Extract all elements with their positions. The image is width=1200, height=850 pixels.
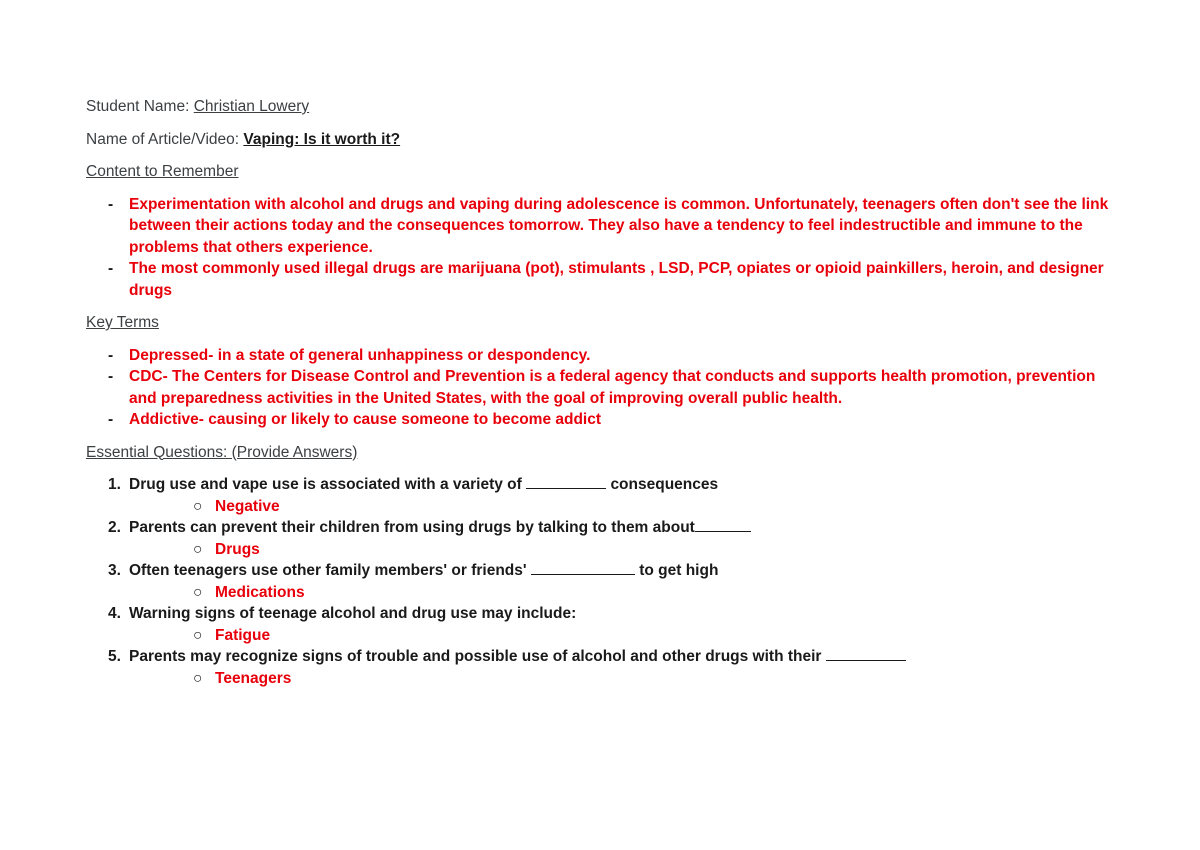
- dash-bullet: -: [108, 260, 114, 277]
- content-item-text: The most commonly used illegal drugs are marijuana (pot), stimulants , LSD, PCP, opiates or opioid painkillers, heroin, and designer drugs: [129, 260, 1104, 299]
- key-terms-list: [86, 345, 1116, 431]
- question-text: Often teenagers use other family members' or friends': [129, 562, 527, 579]
- answer-item: [129, 625, 1116, 647]
- question-item: [86, 646, 1116, 689]
- question-item: [86, 474, 1116, 517]
- key-term-text: Depressed- in a state of general unhappiness or despondency.: [129, 346, 591, 364]
- article-name-value: Vaping: Is it worth it?: [243, 130, 401, 148]
- question-number: 3.: [108, 562, 121, 579]
- answer-item: [129, 582, 1116, 604]
- question-item: [86, 517, 1116, 560]
- circle-bullet-icon: ○: [193, 497, 203, 515]
- answer-blank: [826, 646, 906, 661]
- questions-list: [86, 474, 1116, 689]
- content-heading: Content to Remember: [86, 163, 239, 180]
- content-item-text: Experimentation with alcohol and drugs and vaping during adolescence is common. Unfortunately, teenagers often don't see the link between their actions today and the consequences tomorrow. They also have a tendency to feel indestructible and immune to the problems that others experience.: [129, 195, 1109, 256]
- answer-text: Negative: [215, 497, 280, 515]
- question-text: Drug use and vape use is associated with a variety of: [129, 476, 522, 493]
- key-term-item: [86, 345, 1116, 367]
- answer-item: [129, 539, 1116, 561]
- dash-bullet: -: [108, 368, 114, 385]
- answer-item: [129, 668, 1116, 690]
- circle-bullet-icon: ○: [193, 540, 203, 558]
- question-item: [86, 603, 1116, 646]
- circle-bullet-icon: ○: [193, 626, 203, 644]
- question-number: 4.: [108, 605, 121, 622]
- article-name-label: Name of Article/Video:: [86, 130, 240, 148]
- answer-text: Medications: [215, 583, 305, 601]
- question-text: Warning signs of teenage alcohol and drug use may include:: [129, 605, 577, 622]
- student-name-value: Christian Lowery: [193, 98, 310, 115]
- content-item: [86, 194, 1116, 259]
- circle-bullet-icon: ○: [193, 669, 203, 687]
- answer-text: Teenagers: [215, 669, 292, 687]
- essential-questions-heading: Essential Questions: (Provide Answers): [86, 443, 358, 461]
- dash-bullet: -: [108, 346, 114, 364]
- content-item: [86, 258, 1116, 301]
- content-list: [86, 194, 1116, 302]
- key-term-text: CDC- The Centers for Disease Control and Prevention is a federal agency that conducts and supports health promotion, prevention and preparedness activities in the United States, with the goal of improving overall public health.: [129, 368, 1096, 407]
- circle-bullet-icon: ○: [193, 583, 203, 601]
- answer-item: [129, 496, 1116, 518]
- question-text: Parents may recognize signs of trouble and possible use of alcohol and other drugs with their: [129, 648, 822, 665]
- question-number: 5.: [108, 648, 121, 665]
- question-text-after: to get high: [639, 562, 719, 579]
- answer-blank: [695, 517, 751, 532]
- key-term-item: [86, 409, 1116, 431]
- question-text: Parents can prevent their children from using drugs by talking to them about: [129, 519, 695, 536]
- question-number: 2.: [108, 519, 121, 536]
- student-name-label: Student Name:: [86, 98, 190, 115]
- question-number: 1.: [108, 476, 121, 493]
- dash-bullet: -: [108, 195, 114, 213]
- answer-text: Fatigue: [215, 626, 271, 644]
- article-name-line: [86, 129, 1116, 151]
- answer-blank: [531, 560, 635, 575]
- key-term-text: Addictive- causing or likely to cause someone to become addict: [129, 411, 602, 428]
- worksheet-page: [86, 96, 1116, 700]
- question-text-after: consequences: [610, 476, 719, 493]
- key-terms-heading: Key Terms: [86, 314, 159, 331]
- answer-text: Drugs: [215, 540, 260, 558]
- student-name-line: [86, 96, 1116, 118]
- key-term-item: [86, 366, 1116, 409]
- answer-blank: [526, 474, 606, 489]
- dash-bullet: -: [108, 411, 114, 428]
- question-item: [86, 560, 1116, 603]
